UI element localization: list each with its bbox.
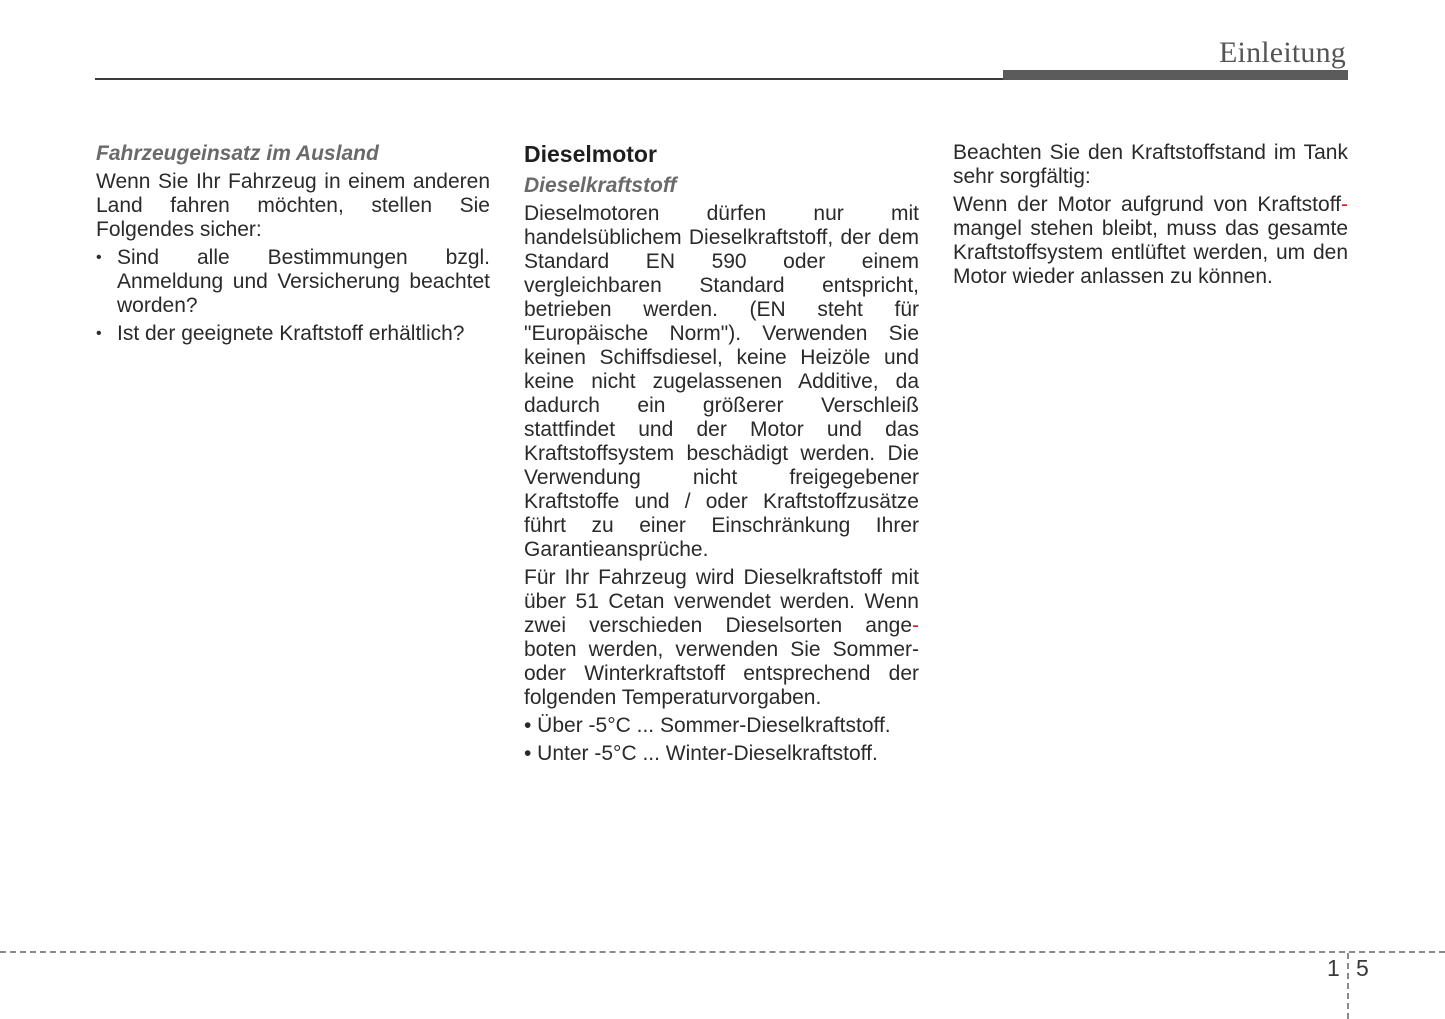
diesel-subheading: Dieselkraftstoff [524,174,677,197]
header-bar [1003,70,1348,80]
list-item: • Ist der geeignete Kraftstoff erhältlich? [96,322,465,345]
abroad-intro: Wenn Sie Ihr Fahrzeug in einem anderen Land fahren möchten, stellen Sie Folgendes sicher: [96,170,490,241]
list-item: • Über -5°C ... Sommer-Dieselkraftstoff. [524,714,891,737]
column-abroad [96,141,490,350]
abroad-checklist [96,246,490,346]
page-number: 5 [1356,955,1369,981]
header-rule [95,78,1003,80]
page-number-divider [1347,953,1349,1019]
fuel-shortage-paragraph: Wenn der Motor aufgrund von Kraftstoff-mangel stehen bleibt, muss das gesamte Kraftstoffsystem entlüftet werden, um den Motor wieder anlassen zu können. [953,193,1348,288]
temperature-list [524,714,919,766]
diesel-paragraph-cetane: Für Ihr Fahrzeug wird Dieselkraftstoff mit über 51 Cetan verwendet werden. Wenn zwei verschieden Dieselsorten ange-boten werden, verwenden Sie Sommer- oder Winterkraftstoff entsprechend der folgenden Temperaturvorgaben. [524,566,919,709]
bullet-icon: • [96,249,102,266]
column-fuel-level [953,141,1348,293]
chapter-number: 1 [1327,955,1340,981]
diesel-heading: Dieselmotor [524,141,657,167]
bullet-icon: • [96,325,102,342]
list-item: • Sind alle Bestimmungen bzgl. Anmeldung und Versicherung beachtet worden? [96,246,490,317]
fuel-level-paragraph: Beachten Sie den Kraftstoffstand im Tank sehr sorgfältig: [953,141,1348,188]
hyphen-mark: - [1341,193,1348,216]
abroad-subheading: Fahrzeugeinsatz im Ausland [96,142,379,165]
footer-rule [0,951,1445,953]
chapter-title: Einleitung [1219,36,1346,69]
hyphen-mark: - [912,614,919,637]
list-item: • Unter -5°C ... Winter-Dieselkraftstoff. [524,742,878,765]
diesel-paragraph-standard: Dieselmotoren dürfen nur mit handelsüblichem Dieselkraftstoff, der dem Standard EN 590 oder einem vergleichbaren Standard entspricht, betrieben werden. (EN steht für "Europäische Norm"). Verwenden Sie keinen Schiffsdiesel, keine Heizöle und keine nicht zugelassenen Additive, da dadurch ein größerer Verschleiß stattfindet und der Motor und das Kraftstoffsystem beschädigt werden. Die Verwendung nicht freigegebener Kraftstoffe und / oder Kraftstoffzusätze führt zu einer Einschränkung Ihrer Garantieansprüche. [524,202,919,561]
column-diesel [524,141,919,770]
